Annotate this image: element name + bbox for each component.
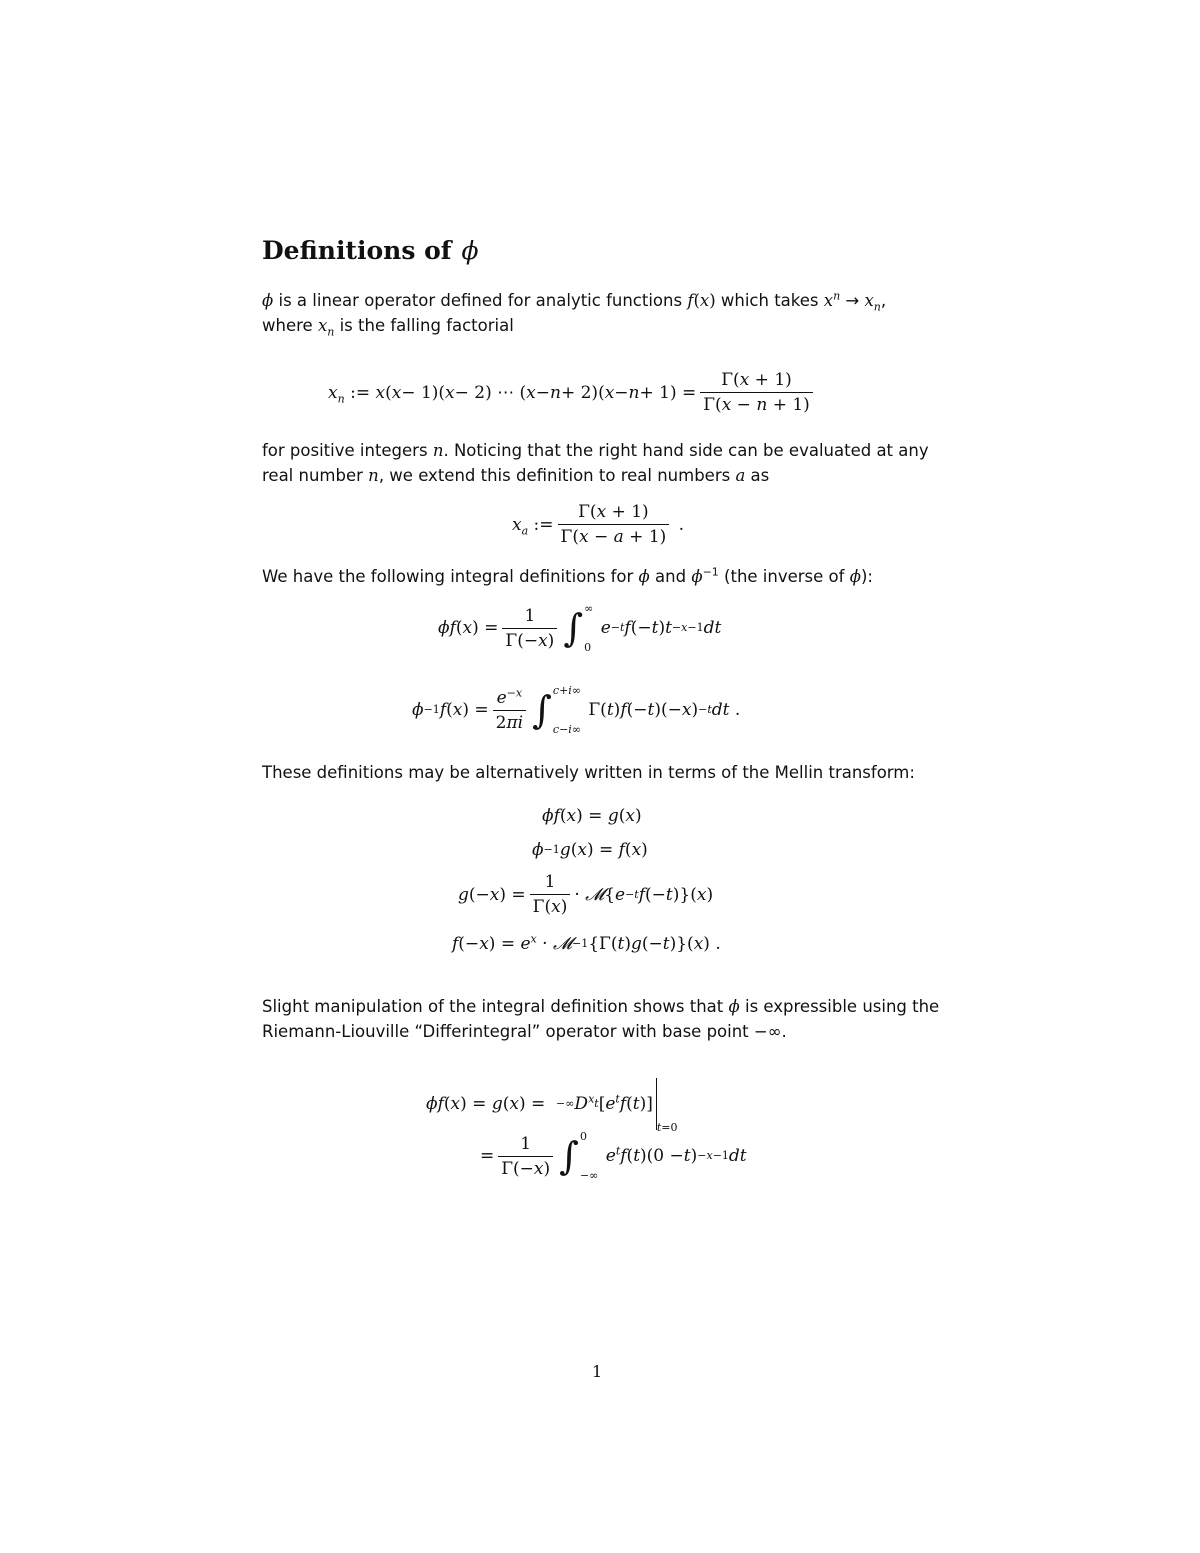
paragraph-integral-defs: We have the following integral definitions for ϕ and $\phi^{-1}$ (the inverse of ϕ): (262, 565, 873, 586)
equation-differintegral-2: = $\frac{1}{\Gamma(-x)}$ ∫ 0 −∞ $e^tf$ ( t )(0 − t ) −x−1 dt (480, 1130, 747, 1182)
equation-mellin-4: f (− x ) = $e^x$ · 𝓜 −1 {Γ( t ) g (− t )}( x ) . (452, 932, 721, 954)
equation-inverse-phi-integral: ϕ −1 f ( x ) = $\frac{e^{-x}}{2\pi i}$ ∫ c+i∞ c−i∞ Γ( t ) f (− t )(− x ) −t dt . (412, 684, 741, 736)
page-number: 1 (592, 1362, 603, 1381)
equation-falling-factorial: $x_n$ := x ( x − 1)( x − 2) ⋯ ( x − n + 2)( x − n + 1) = $\frac{\Gamma(x + 1)}{\Gamma(x - n + 1)}$ (328, 370, 817, 415)
page-title: Definitions of ϕ (262, 236, 479, 265)
paragraph-differintegral: Slight manipulation of the integral definition shows that ϕ is expressible using the Riemann-Liouville “Differintegral” operator with base point −∞. (262, 997, 940, 1041)
equation-mellin-3: g (− x ) = $\frac{1}{\Gamma(x)}$ · 𝓜 { e −t f (− t )}( x ) (458, 872, 714, 917)
paragraph-intro: ϕ is a linear operator defined for analytic functions f(x) which takes $x^n \to x_n$, where $x_n$ is the falling factorial (262, 289, 887, 339)
paragraph-extension: for positive integers n. Noticing that the right hand side can be evaluated at any real number n, we extend this definition to real numbers a as (262, 441, 929, 485)
equation-mellin-2: ϕ −1 g ( x ) = f ( x ) (532, 840, 648, 860)
equation-differintegral-1: ϕf ( x ) = g ( x ) = −∞ $D^x$ t [ $e^tf$ ( t )] t=0 (426, 1078, 678, 1130)
equation-mellin-1: ϕf ( x ) = g ( x ) (542, 806, 642, 826)
equation-real-extension: $x_a$ := $\frac{\Gamma(x + 1)}{\Gamma(x - a + 1)}$ . (512, 502, 685, 547)
equation-phi-integral: ϕf ( x ) = $\frac{1}{\Gamma(-x)}$ ∫ ∞ 0 e −t f (− t ) t −x−1 dt (438, 602, 722, 654)
paragraph-mellin: These definitions may be alternatively written in terms of the Mellin transform: (262, 763, 915, 782)
title-symbol: ϕ (461, 236, 479, 265)
